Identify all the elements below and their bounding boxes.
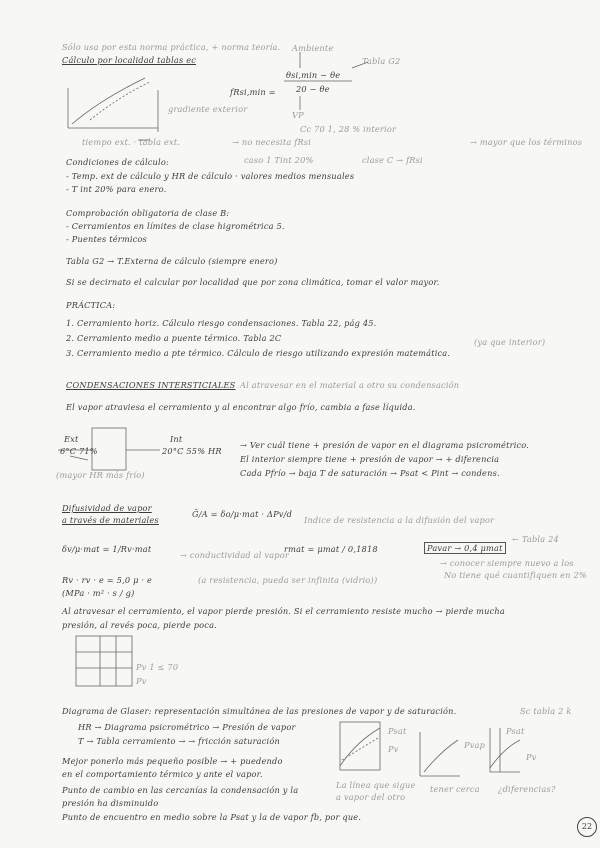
practice-item-3: 3. Cerramiento medio a pte térmico. Cálculo de riesgo utilizando expresión matemática. xyxy=(66,348,451,358)
glaser-graph-2-caption: tener cerca xyxy=(430,784,480,794)
glaser-graph-1-label-1: Psat xyxy=(388,726,407,736)
glaser-note-3: Punto de cambio en las cercanías la condensación y la xyxy=(62,785,299,795)
formula-numerator: θsi,min − θe xyxy=(286,70,341,80)
wall-arrow-small xyxy=(70,456,88,460)
wall-right-top: Int xyxy=(170,434,183,444)
table-line: Tabla G2 → T.Externa de cálculo (siempre enero) xyxy=(66,256,278,266)
wall-explain-1: → Ver cuál tiene + presión de vapor en el diagrama psicrométrico. xyxy=(240,440,530,450)
diffusivity-rmat-box: Pavar → 0,4 μmat xyxy=(424,542,506,554)
compliance-heading: Comprobación obligatoria de clase B: xyxy=(66,208,230,218)
intro-line: Sólo usa por esta norma práctica, + norma teoría. xyxy=(62,42,281,52)
wall-left-top: Ext xyxy=(64,434,79,444)
glaser-graph-1-curve xyxy=(340,728,380,766)
glaser-note-1: Mejor ponerlo más pequeño posible → + puedendo xyxy=(62,756,283,766)
formula-sub-label: VP xyxy=(292,110,304,120)
glaser-note-5: Punto de encuentro en medio sobre la Psat y la de vapor fb, por que. xyxy=(62,812,362,822)
wall-right-mid: 20°C 55% HR xyxy=(162,446,222,456)
wall-explain-2: El interior siempre tiene + presión de vapor → + diferencia xyxy=(240,454,500,464)
diffusivity-eq-note: Indice de resistencia a la difusión del vapor xyxy=(304,515,495,525)
formula-arrow-note-1: → no necesita fRsi xyxy=(232,137,312,147)
wall-left-bot: (mayor HR más frío) xyxy=(56,470,145,480)
practice-heading: PRÁCTICA: xyxy=(66,300,116,310)
practice-side-note: (ya que interior) xyxy=(474,337,546,347)
glaser-graph-2-curve xyxy=(424,740,458,772)
practice-item-2: 2. Cerramiento medio a puente térmico. Tabla 2C xyxy=(66,333,282,343)
glaser-graph-1-caption-2: a vapor del otro xyxy=(336,792,406,802)
small-box xyxy=(76,636,132,686)
glaser-item-1: HR → Diagrama psicrométrico → Presión de vapor xyxy=(78,722,296,732)
glaser-note-4: presión ha disminuido xyxy=(62,798,159,808)
small-box-label-2: Pv xyxy=(136,676,147,686)
glaser-line-end: Sc tabla 2 k xyxy=(520,706,572,716)
glaser-graph-3-label-2: Pv xyxy=(526,752,537,762)
diffusivity-frac: δv/μ·mat = 1/Rv·mat xyxy=(62,544,152,554)
practice-item-1: 1. Cerramiento horiz. Cálculo riesgo condensaciones. Tabla 22, pág 45. xyxy=(66,318,377,328)
formula-denominator: 20 − θe xyxy=(296,84,330,94)
compliance-item-2: - Puentes térmicos xyxy=(66,234,147,244)
glaser-graph-2-label: Pvap xyxy=(464,740,486,750)
small-box-label: Pv 1 ≤ 70 xyxy=(136,662,179,672)
interstitial-heading: CONDENSACIONES INTERSTICIALES xyxy=(66,380,236,390)
compliance-item-1: - Cerramientos en límites de clase higrométrica 5. xyxy=(66,221,285,231)
diffusivity-equation: Ḡ/A = δo/μ·mat · ΔPv/d xyxy=(192,509,293,519)
diffusivity-rv-line: Rv · rv · e = 5,0 μ · e xyxy=(62,575,153,585)
graph-curve xyxy=(72,78,145,124)
section-heading-localidad: Cálculo por localidad tablas ec xyxy=(62,55,197,65)
interstitial-faint-note: Al atravesar en el material a otro su condensación xyxy=(240,380,460,390)
interstitial-line: El vapor atraviesa el cerramiento y al encontrar algo frío, cambia a fase líquida. xyxy=(66,402,416,412)
wall-left-mid: 6°C 71% xyxy=(60,446,98,456)
formula-lhs: fRsi,min = xyxy=(230,87,276,97)
diffusivity-heading-2: a través de materiales xyxy=(62,515,159,525)
calc-line: Si se decirnato el calcular por localidad que por zona climática, tomar el valor mayor. xyxy=(66,277,440,287)
cross-line-2: presión, al revés poca, pierde poca. xyxy=(62,620,217,630)
formula-axis-note: Cc 70 1, 28 % interior xyxy=(300,124,397,134)
glaser-graph-1 xyxy=(340,722,380,770)
formula-arrow-note-2: → mayor que los términos xyxy=(470,137,583,147)
diffusivity-tabla-note: ← Tabla 24 xyxy=(512,534,559,544)
page-number: 22 xyxy=(577,817,597,837)
diffusivity-box-note-1: → conocer siempre nuevo a los xyxy=(440,558,574,568)
glaser-note-2: en el comportamiento térmico y ante el vapor. xyxy=(62,769,263,779)
formula-cond-note-2: clase C → fRsi xyxy=(362,155,423,165)
diffusivity-heading-1: Difusividad de vapor xyxy=(62,503,152,513)
glaser-graph-1-caption-1: La línea que sigue xyxy=(336,780,416,790)
cross-line-1: Al atravesar el cerramiento, el vapor pierde presión. Si el cerramiento resiste mucho → pierde mucha xyxy=(62,606,505,616)
diffusivity-rv-note: (a resistencia, pueda ser infinita (vidrio)) xyxy=(198,575,378,585)
formula-dew-label: Tabla G2 xyxy=(362,56,401,66)
conditions-item-2: - T int 20% para enero. xyxy=(66,184,167,194)
graph-note: tiempo ext. · tabla ext. xyxy=(82,137,181,147)
formula-top-label: Ambiente xyxy=(292,43,334,53)
conditions-item-1: - Temp. ext de cálculo y HR de cálculo · valores medios mensuales xyxy=(66,171,355,181)
glaser-item-2: T → Tabla cerramiento → → fricción saturación xyxy=(78,736,280,746)
small-box-grid xyxy=(76,636,132,686)
glaser-graph-1-dashed xyxy=(342,738,378,760)
formula-cond-note-1: caso 1 Tint 20% xyxy=(244,155,314,165)
diffusivity-frac-note: → conductividad al vapor xyxy=(180,550,289,560)
diffusivity-rv-units: (MPa · m² · s / g) xyxy=(62,588,135,598)
glaser-graph-3-label: Psat xyxy=(506,726,525,736)
wall-explain-3: Cada Pfrío → baja T de saturación → Psat < Pint → condens. xyxy=(240,468,500,478)
graph-label: gradiente exterior xyxy=(168,104,248,114)
conditions-heading: Condiciones de cálculo: xyxy=(66,157,169,167)
diffusivity-rmat: rmat = μmat / 0,1818 xyxy=(284,544,378,554)
diffusivity-box-note-2: No tiene qué cuantifiquen en 2% xyxy=(444,570,587,580)
glaser-graph-3-curve xyxy=(490,740,520,768)
glaser-graph-3-caption: ¿diferencias? xyxy=(498,784,556,794)
glaser-graph-1-label-2: Pv xyxy=(388,744,399,754)
graph-curve-dashed xyxy=(90,82,150,120)
glaser-line: Diagrama de Glaser: representación simultánea de las presiones de vapor y de saturación. xyxy=(62,706,457,716)
